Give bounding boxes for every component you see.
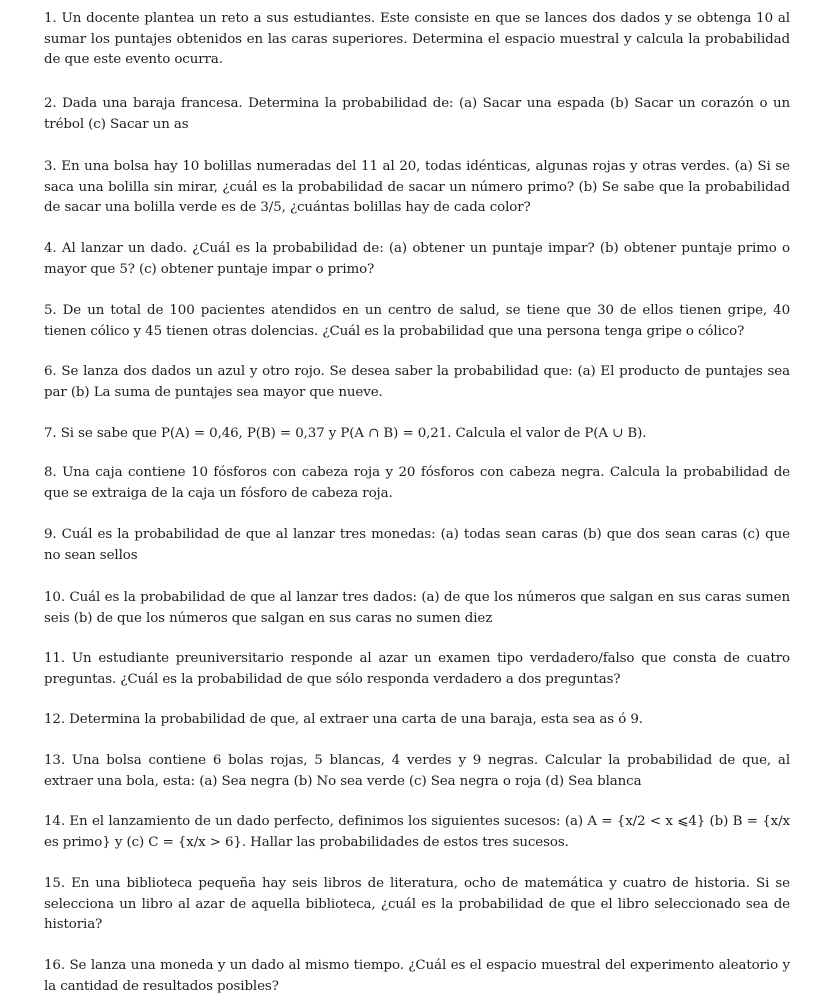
problem-8: 8. Una caja contiene 10 fósforos con cabeza roja y 20 fósforos con cabeza negra. Calcula la probabilidad de que se extraiga de la caja un fósforo de cabeza roja. — [44, 465, 790, 501]
problem-15: 15. En una biblioteca pequeña hay seis libros de literatura, ocho de matemática y cuatro de historia. Si se selecciona un libro al azar de aquella biblioteca, ¿cuál es la probabilidad de que el libro seleccionado sea de historia? — [44, 876, 790, 932]
problem-9: 9. Cuál es la probabilidad de que al lanzar tres monedas: (a) todas sean caras (b) que dos sean caras (c) que no sean sellos — [44, 527, 790, 563]
problem-14: 14. En el lanzamiento de un dado perfecto, definimos los siguientes sucesos: (a) A = {x/2 < x ⩽4} (b) B = {x/x es primo} y (c) C = {x/x > 6}. Hallar las probabilidades de estos tres sucesos. — [44, 814, 790, 850]
problem-12: 12. Determina la probabilidad de que, al extraer una carta de una baraja, esta sea as ó 9. — [44, 712, 643, 727]
problem-4: 4. Al lanzar un dado. ¿Cuál es la probabilidad de: (a) obtener un puntaje impar? (b) obtener puntaje primo o mayor que 5? (c) obtener puntaje impar o primo? — [44, 241, 790, 277]
problem-7: 7. Si se sabe que P(A) = 0,46, P(B) = 0,37 y P(A ∩ B) = 0,21. Calcula el valor de P(A ∪ B). — [44, 426, 647, 441]
problem-5: 5. De un total de 100 pacientes atendidos en un centro de salud, se tiene que 30 de ellos tienen gripe, 40 tienen cólico y 45 tienen otras dolencias. ¿Cuál es la probabilidad que una persona tenga gripe o cólico? — [44, 303, 790, 339]
problem-3: 3. En una bolsa hay 10 bolillas numeradas del 11 al 20, todas idénticas, algunas rojas y otras verdes. (a) Si se saca una bolilla sin mirar, ¿cuál es la probabilidad de sacar un número primo? (b) Se sabe que la probabilidad de sacar una bolilla verde es de 3/5, ¿cuántas bolillas hay de cada color? — [44, 159, 790, 215]
problem-13: 13. Una bolsa contiene 6 bolas rojas, 5 blancas, 4 verdes y 9 negras. Calcular la probabilidad de que, al extraer una bola, esta: (a) Sea negra (b) No sea verde (c) Sea negra o roja (d) Sea blanca — [44, 753, 790, 789]
problem-6: 6. Se lanza dos dados un azul y otro rojo. Se desea saber la probabilidad que: (a) El producto de puntajes sea par (b) La suma de puntajes sea mayor que nueve. — [44, 364, 790, 400]
problem-11: 11. Un estudiante preuniversitario responde al azar un examen tipo verdadero/falso que consta de cuatro preguntas. ¿Cuál es la probabilidad de que sólo responda verdadero a dos preguntas? — [44, 651, 790, 687]
problem-10: 10. Cuál es la probabilidad de que al lanzar tres dados: (a) de que los números que salgan en sus caras sumen seis (b) de que los números que salgan en sus caras no sumen diez — [44, 590, 790, 626]
problem-16: 16. Se lanza una moneda y un dado al mismo tiempo. ¿Cuál es el espacio muestral del experimento aleatorio y la cantidad de resultados posibles? — [44, 958, 790, 994]
problem-2: 2. Dada una baraja francesa. Determina la probabilidad de: (a) Sacar una espada (b) Sacar un corazón o un trébol (c) Sacar un as — [44, 96, 790, 132]
problem-1: 1. Un docente plantea un reto a sus estudiantes. Este consiste en que se lances dos dados y se obtenga 10 al sumar los puntajes obtenidos en las caras superiores. Determina el espacio muestral y calcula la probabilidad de que este evento ocurra. — [44, 11, 790, 67]
